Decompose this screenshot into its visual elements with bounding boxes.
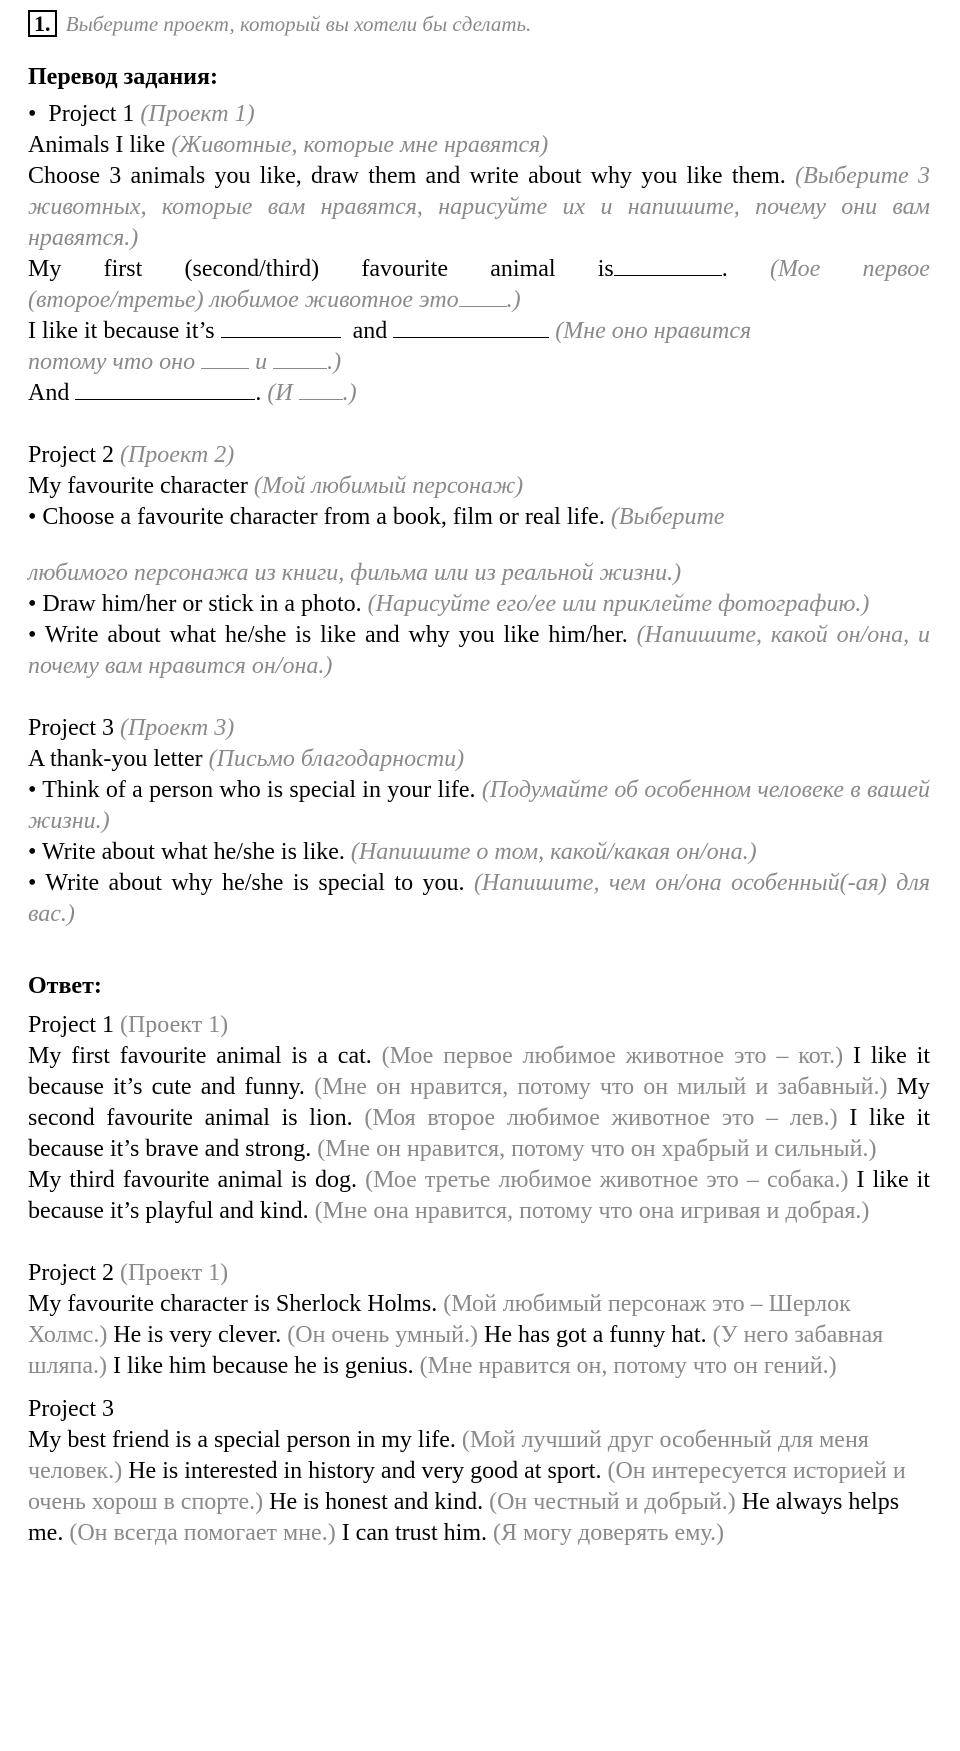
project1-subtitle: Animals I like (28, 132, 166, 158)
answer-project-1: Project 1 (Проект 1) My first favourite animal is a cat. (Мое первое любимое животное это – кот.) I like it because it’s cute and funny. (Мне он нравится, потому что он милый и забавный.) My second favourite animal is lion. (Моя второе любимое животное это – лев.) I like it because it’s brave and strong. (Мне он нравится, потому что он храбрый и сильный.) My third favourite animal is dog. (Мое третье любимое животное это – собака.) I like it because it’s playful and kind. (Мне она нравится, потому что она игривая и добрая.) (28, 1012, 931, 1224)
project1-instruction-translation: (Выберите 3 животных, которые вам нравятся, нарисуйте их и напишите, почему они вам нравятся.) (28, 163, 930, 251)
project1-title: Project 1 (48, 101, 135, 127)
bullet: • (28, 101, 37, 127)
project2-subtitle: My favourite character (28, 473, 248, 499)
project3-bullet-1: • Think of a person who is special in your life. (28, 777, 476, 803)
project2-bullet-1: • Choose a favourite character from a book, film or real life. (28, 504, 605, 530)
answer-blank (614, 255, 722, 276)
project3-bullet-2: • Write about what he/she is like. (28, 839, 345, 865)
task-project-3: Project 3 (Проект 3) A thank-you letter (Письмо благодарности) • Think of a person who is special in your life. (Подумайте об особенном человеке в вашей жизни.) • Write about what he/she is like. (Напишите о том, какой/какая он/она.) • Write about why he/she is special to you. (Напишите, чем он/она особенный(-ая) для вас.) (28, 715, 931, 927)
project1-line1-translation: (второе/третье) любимое животное это (28, 287, 459, 313)
answer-blank (221, 317, 341, 338)
task-number: 1. (28, 10, 57, 37)
project3-title: Project 3 (28, 715, 114, 741)
task-project-1: • Project 1 (Проект 1) Animals I like (Животные, которые мне нравятся) Choose 3 animals you like, draw them and write about why you like them. (Выберите 3 животных, которые вам нравятся, нарисуйте их и напишите, почему они вам нравятся.) My first (second/third) favourite animal is . (Мое первое (второе/третье) любимое животное это .) I like it because it’s and (Мне оно нравится потому что оно и .) And . (И .) (28, 99, 930, 409)
answer-blank (393, 317, 549, 338)
project3-subtitle: A thank-you letter (28, 746, 203, 772)
project2-bullet-2: • Draw him/her or stick in a photo. (28, 591, 362, 617)
project1-line3: And . (И .) (28, 380, 357, 406)
answer-heading: Ответ: (28, 973, 102, 999)
translation-heading: Перевод задания: (28, 64, 218, 90)
answer-project-3: Project 3 My best friend is a special person in my life. (Мой лучший друг особенный для меня человек.) He is interested in history and very good at sport. (Он интересуется историей и очень хорош в спорте.) He is honest and kind. (Он честный и добрый.) He always helps me. (Он всегда помогает мне.) I can trust him. (Я могу доверять ему.) (28, 1396, 906, 1546)
project1-subtitle-translation: (Животные, которые мне нравятся) (171, 132, 549, 158)
project3-bullet-3: • Write about why he/she is special to you. (28, 870, 465, 896)
task-text: Выберите проект, который вы хотели бы сделать. (65, 12, 532, 36)
project1-instruction: Choose 3 animals you like, draw them and write about why you like them. (Выберите 3 животных, которые вам нравятся, нарисуйте их и напишите, почему они вам нравятся.) (28, 163, 930, 251)
project1-line2: I like it because it’s and (Мне оно нравится (28, 318, 752, 344)
answer-project-2: Project 2 (Проект 1) My favourite character is Sherlock Holms. (Мой любимый персонаж это – Шерлок Холмс.) He is very clever. (Он очень умный.) He has got a funny hat. (У него забавная шляпа.) I like him because he is genius. (Мне нравится он, потому что он гений.) (28, 1260, 884, 1379)
project1-line1: My first (second/third) favourite animal is . (Мое первое (28, 256, 930, 282)
project1-title-translation: (Проект 1) (140, 101, 255, 127)
answer-blank (75, 379, 255, 400)
project2-title: Project 2 (28, 442, 114, 468)
task-statement (28, 10, 930, 38)
task-project-2: Project 2 (Проект 2) My favourite character (Мой любимый персонаж) • Choose a favourite character from a book, film or real life. (Выберите любимого персонажа из книги, фильма или из реальной жизни.) • Draw him/her or stick in a photo. (Нарисуйте его/ее или приклейте фотографию.) • Write about what he/she is like and why you like him/her. (Напишите, какой он/она, и почему вам нравится он/она.) (28, 442, 931, 679)
project2-bullet-3: • Write about what he/she is like and why you like him/her. (28, 622, 628, 648)
